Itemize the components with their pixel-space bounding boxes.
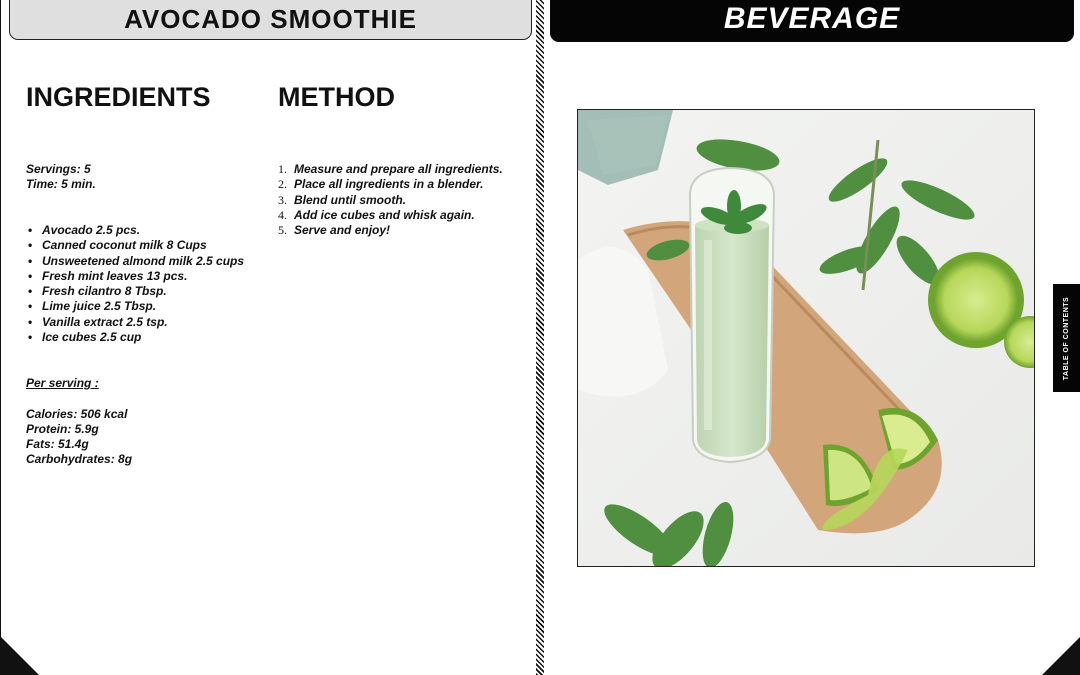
- protein-text: Protein: 5.9g: [26, 421, 99, 436]
- category-title: BEVERAGE: [723, 2, 901, 35]
- time-text: Time: 5 min.: [26, 177, 96, 192]
- method-step: [278, 208, 503, 223]
- list-item: • Fresh cilantro 8 Tbsp.: [26, 284, 244, 299]
- carbs-text: Carbohydrates: 8g: [26, 452, 133, 467]
- servings-text: Servings: 5: [26, 162, 91, 176]
- list-item: • Ice cubes 2.5 cup: [26, 330, 244, 345]
- method-step: [278, 193, 503, 208]
- list-item: • Canned coconut milk 8 Cups: [26, 238, 244, 253]
- ingredients-list: [26, 223, 244, 345]
- step-text: Blend until smooth.: [294, 192, 406, 207]
- list-item: • Fresh mint leaves 13 pcs.: [26, 269, 244, 284]
- step-text: Add ice cubes and whisk again.: [294, 207, 475, 222]
- method-heading: METHOD: [278, 82, 395, 112]
- list-item: • Unsweetened almond milk 2.5 cups: [26, 254, 244, 269]
- page-corner-left: [1, 637, 39, 675]
- step-number: 5.: [278, 223, 287, 238]
- recipe-title-bar: [9, 0, 532, 40]
- calories-text: Calories: 506 kcal: [26, 406, 128, 421]
- step-text: Place all ingredients in a blender.: [294, 177, 484, 192]
- list-item: • Vanilla extract 2.5 tsp.: [26, 315, 244, 330]
- per-serving-label: Per serving :: [26, 376, 99, 390]
- recipe-meta: [26, 162, 96, 193]
- table-of-contents-tab[interactable]: [1053, 284, 1080, 392]
- fats-text: Fats: 51.4g: [26, 437, 89, 452]
- step-number: 3.: [278, 192, 287, 207]
- left-page: [0, 0, 538, 675]
- toc-label: TABLE OF CONTENTS: [1063, 296, 1071, 380]
- step-text: Measure and prepare all ingredients.: [294, 162, 503, 176]
- recipe-title: AVOCADO SMOOTHIE: [124, 3, 417, 34]
- step-number: 2.: [278, 177, 287, 192]
- book-spine: [536, 0, 544, 675]
- nutrition-block: [26, 376, 132, 468]
- method-step: [278, 162, 503, 177]
- step-number: 4.: [278, 207, 287, 222]
- method-step: [278, 223, 503, 238]
- step-number: 1.: [278, 162, 287, 176]
- ingredients-heading: INGREDIENTS: [26, 82, 211, 112]
- method-steps: [278, 162, 503, 238]
- step-text: Serve and enjoy!: [294, 223, 391, 238]
- method-step: [278, 177, 503, 192]
- page-corner-right: [1042, 637, 1080, 675]
- avocado-smoothie-photo: [577, 109, 1035, 567]
- list-item: • Avocado 2.5 pcs.: [26, 223, 244, 238]
- list-item: • Lime juice 2.5 Tbsp.: [26, 299, 244, 314]
- right-page: [544, 0, 1080, 675]
- category-title-bar: [550, 0, 1074, 42]
